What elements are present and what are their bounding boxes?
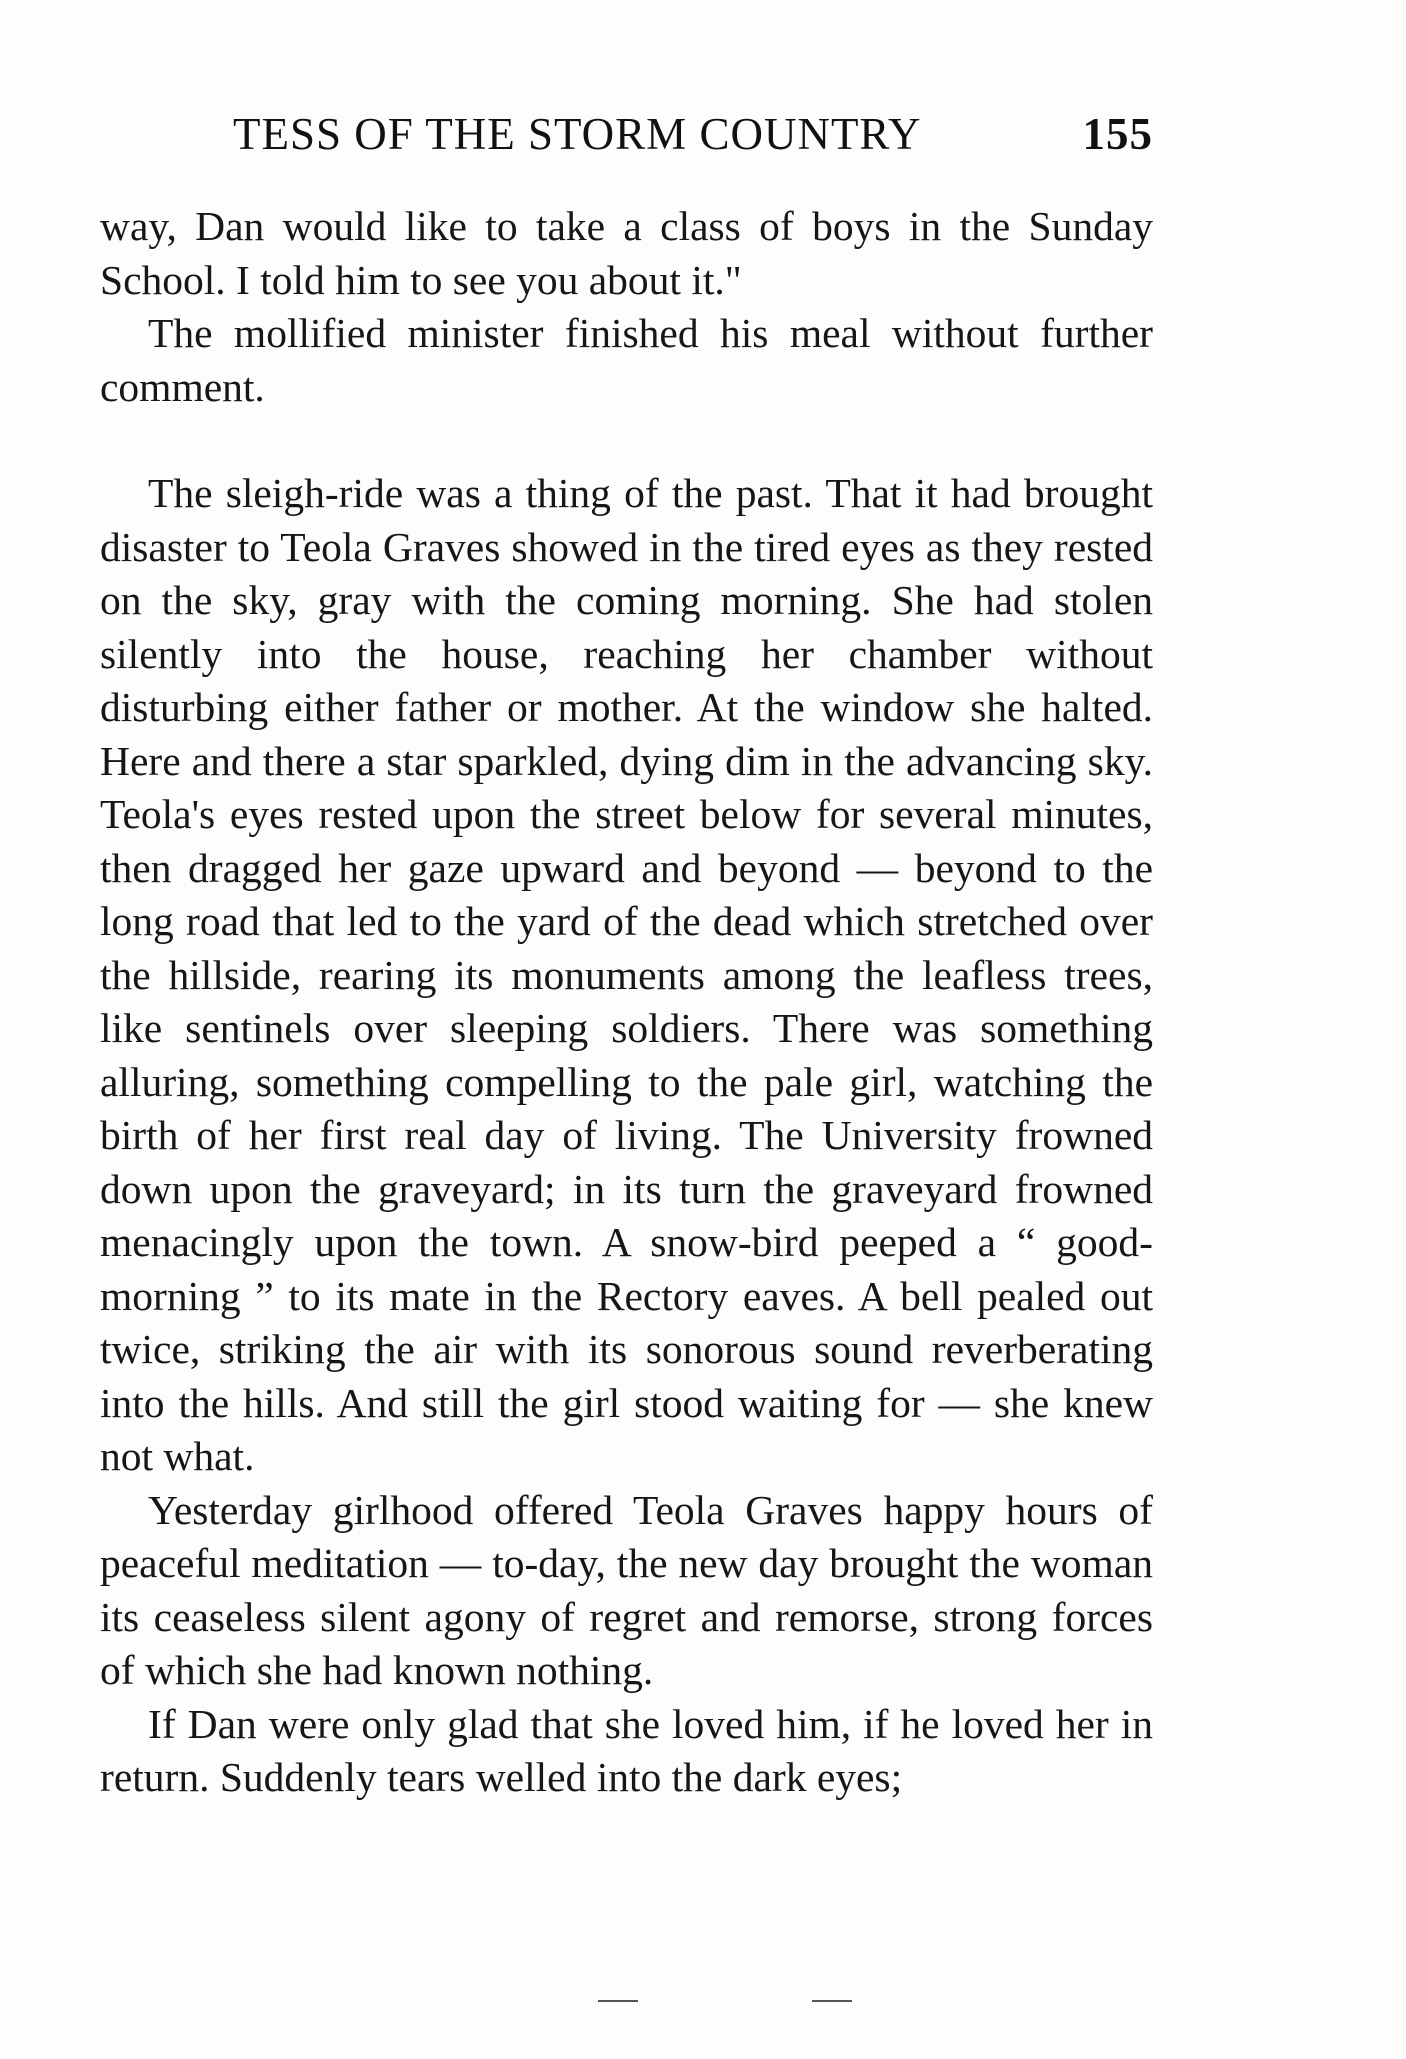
running-title: TESS OF THE STORM COUNTRY	[233, 109, 922, 159]
page-header	[233, 108, 1153, 168]
print-mark-right	[812, 2000, 852, 2002]
paragraph-5: If Dan were only glad that she loved him, if he loved her in return. Suddenly tears welled into the dark eyes;	[100, 1700, 1153, 1800]
body-text	[100, 200, 1153, 1805]
print-mark-left	[598, 2000, 638, 2002]
print-marks	[0, 2000, 1406, 2020]
paragraph-2: The mollified minister finished his meal without further comment.	[100, 310, 1153, 410]
paragraph-4: Yesterday girlhood offered Teola Graves happy hours of peaceful meditation — to-day, the new day brought the woman its ceaseless silent agony of regret and remorse, strong forces of which she had known nothing.	[100, 1486, 1153, 1693]
paragraph-1: way, Dan would like to take a class of boys in the Sunday School. I told him to see you about it."	[100, 203, 1153, 303]
page-number: 155	[1082, 109, 1153, 159]
paragraph-3: The sleigh-ride was a thing of the past. That it had brought disaster to Teola Graves showed in the tired eyes as they rested on the sky, gray with the coming morning. She had stolen silently into the house, reaching her chamber without disturbing either father or mother. At the window she halted. Here and there a star sparkled, dying dim in the advancing sky. Teola's eyes rested upon the street below for several minutes, then dragged her gaze upward and beyond — beyond to the long road that led to the yard of the dead which stretched over the hillside, rearing its monuments among the leafless trees, like sentinels over sleeping soldiers. There was something alluring, something compelling to the pale girl, watching the birth of her first real day of living. The University frowned down upon the graveyard; in its turn the graveyard frowned menacingly upon the town. A snow-bird peeped a “ good-morning ” to its mate in the Rectory eaves. A bell pealed out twice, striking the air with its sonorous sound reverberating into the hills. And still the girl stood waiting for — she knew not what.	[100, 470, 1153, 1479]
